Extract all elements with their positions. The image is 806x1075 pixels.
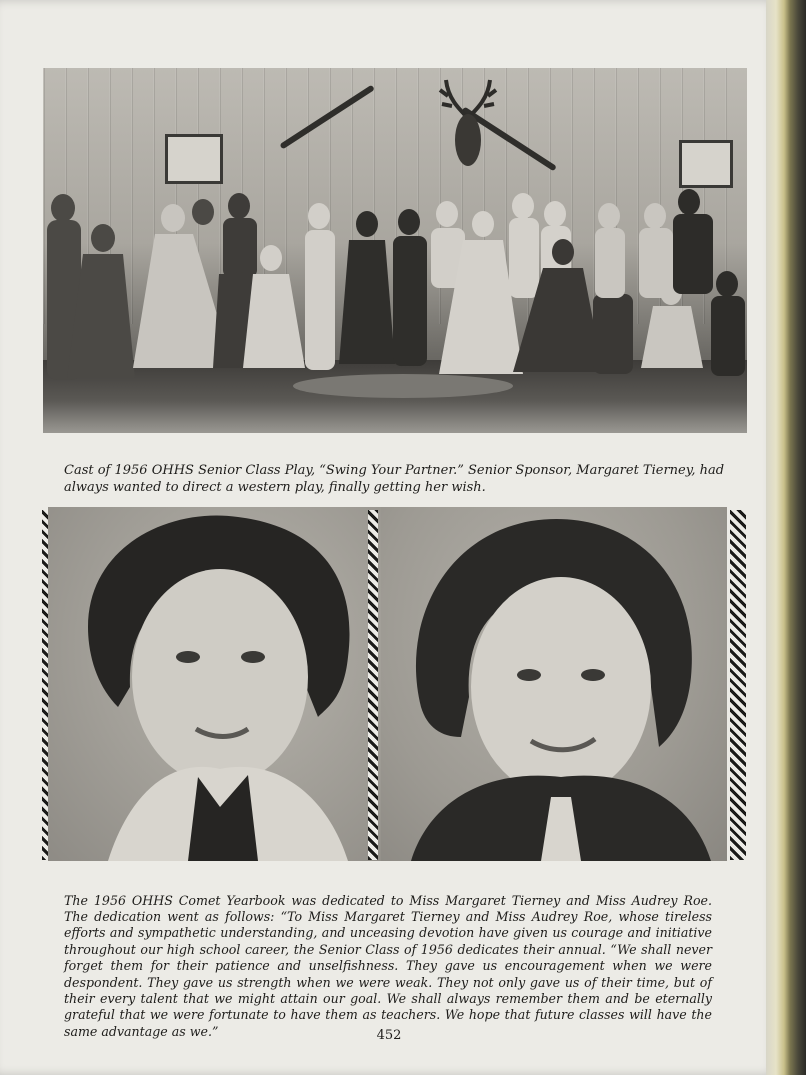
wall-picture-right: [679, 140, 733, 188]
decorative-stripes-middle: [368, 510, 378, 860]
deer-head-mount: [438, 78, 498, 178]
portrait-audrey-roe: [381, 507, 727, 861]
book-binding-edge: [766, 0, 806, 1075]
portrait-margaret-tierney: [48, 507, 395, 861]
portrait-right-drawing: [381, 507, 727, 861]
cast-group-photo: [43, 68, 747, 433]
portrait-left-drawing: [48, 507, 395, 861]
dedication-caption: The 1956 OHHS Comet Yearbook was dedicated to Miss Margaret Tierney and Miss Audrey Roe. The dedication went as follows: “To Miss Margaret Tierney and Miss Audrey Roe, whose tireless efforts and sympathetic understanding, and unceasing devotion have given us courage and initiative throughout our high school career, the Senior Class of 1956 dedicates their annual. “We shall never forget them for their patience and unselfishness. They gave us encouragement when we were despondent. They gave us strength when we were weak. They not only gave us of their time, but of their every talent that we might attain our goal. We shall always remember them and be eternally grateful that we were fortunate to have them as teachers. We hope that future classes will have the same advantage as we.”: [64, 892, 712, 1039]
wall-picture-left: [165, 134, 223, 184]
decorative-stripes-right: [730, 510, 746, 860]
cast-members: [43, 188, 747, 418]
cast-photo-caption: Cast of 1956 OHHS Senior Class Play, “Swing Your Partner.” Senior Sponsor, Margaret Tierney, had always wanted to direct a western play, finally getting her wish.: [64, 463, 725, 495]
page-number: 452: [376, 1028, 402, 1043]
